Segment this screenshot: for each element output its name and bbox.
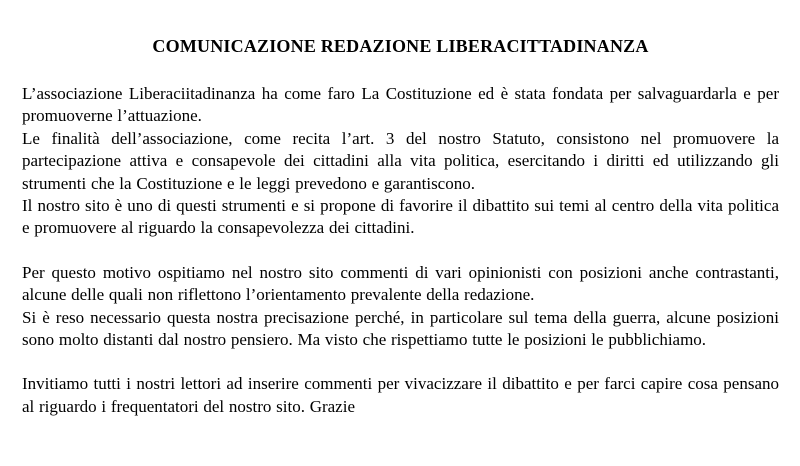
paragraph-clarification: Si è reso necessario questa nostra precisazione perché, in particolare sul tema della guerra, alcune posizioni sono molto distanti dal nostro pensiero. Ma visto che rispettiamo tutte le posizioni le pubblichiamo. <box>22 307 779 350</box>
paragraph-site-purpose: Il nostro sito è uno di questi strumenti e si propone di favorire il dibattito sui temi al centro della vita politica e promuovere al riguardo la consapevolezza dei cittadini. <box>22 196 779 238</box>
paragraph-invitation: Invitiamo tutti i nostri lettori ad inserire commenti per vivacizzare il dibattito e per farci capire cosa pensano al riguardo i frequentatori del nostro sito. Grazie <box>22 374 779 416</box>
paragraph-opinionists: Per questo motivo ospitiamo nel nostro sito commenti di vari opinionisti con posizioni anche contrastanti, alcune delle quali non riflettono l’orientamento prevalente della redazione. <box>22 262 779 305</box>
document-title: COMUNICAZIONE REDAZIONE LIBERACITTADINANZA <box>152 36 649 56</box>
paragraph-association-mission: L’associazione Liberaciitadinanza ha come faro La Costituzione ed è stata fondata per salvaguardarla e per promuoverne l’attuazione. <box>22 84 779 126</box>
paragraph-block-2 <box>22 262 779 352</box>
paragraph-block-3 <box>22 373 779 418</box>
paragraph-block-1 <box>22 83 779 240</box>
paragraph-statute-goals: Le finalità dell’associazione, come recita l’art. 3 del nostro Statuto, consistono nel promuovere la partecipazione attiva e consapevole dei cittadini alla vita politica, esercitando i diritti ed utilizzando gli strumenti che la Costituzione e le leggi prevedono e garantiscono. <box>22 128 779 193</box>
